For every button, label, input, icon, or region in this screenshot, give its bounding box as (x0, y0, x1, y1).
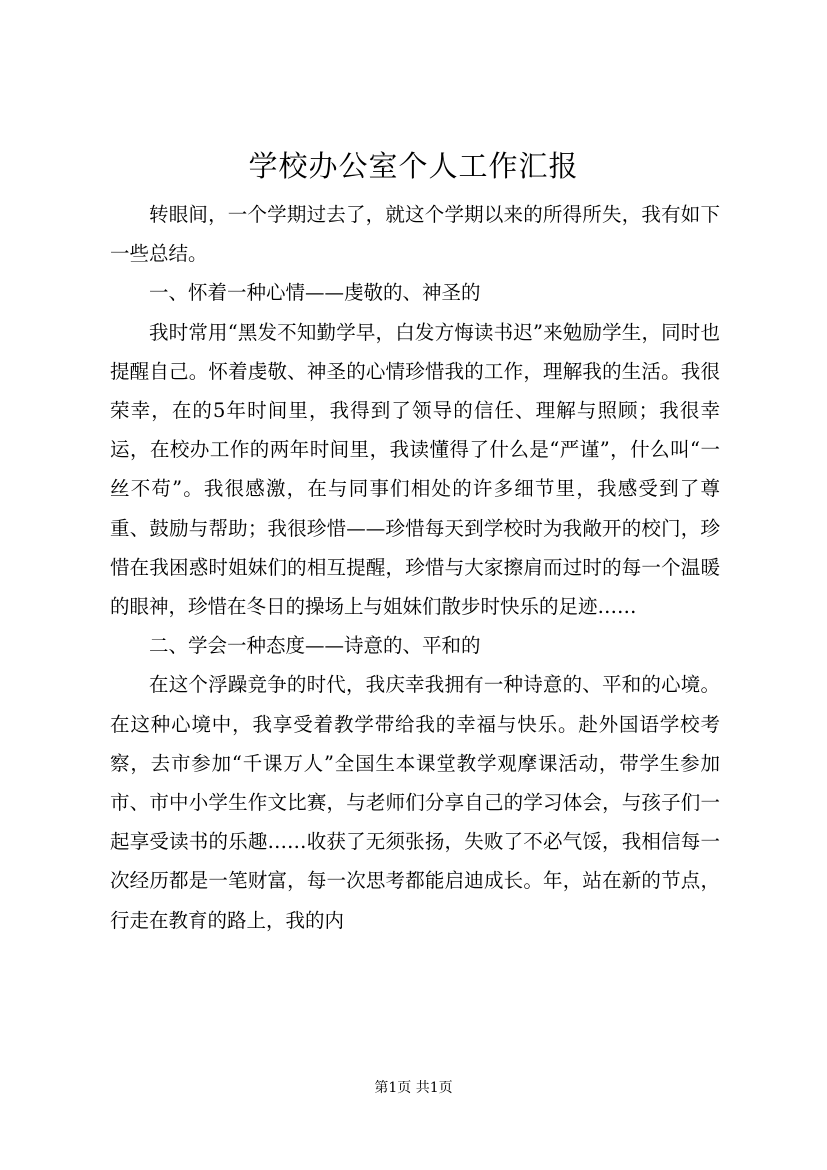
paragraph-section-2: 在这个浮躁竞争的时代，我庆幸我拥有一种诗意的、平和的心境。在这种心境中，我享受着教学带给我的幸福与快乐。赴外国语学校考察，去市参加“千课万人”全国生本课堂教学观摩课活动，带学生参加市、市中小学生作文比赛，与老师们分享自己的学习体会，与孩子们一起享受读书的乐趣……收获了无须张扬，失败了不必气馁，我相信每一次经历都是一笔财富，每一次思考都能启迪成长。年，站在新的节点，行走在教育的路上，我的内 (110, 673, 720, 932)
document-body (110, 195, 720, 940)
paragraph-intro: 转眼间，一个学期过去了，就这个学期以来的所得所失，我有如下一些总结。 (110, 203, 720, 266)
paragraph-section-1: 我时常用“黑发不知勤学早，白发方悔读书迟”来勉励学生，同时也提醒自己。怀着虔敬、神圣的心情珍惜我的工作，理解我的生活。我很荣幸，在的5年时间里，我得到了领导的信任、理解与照顾；我很幸运，在校办工作的两年时间里，我读懂得了什么是“严谨”，什么叫“一丝不苟”。我很感激，在与同事们相处的许多细节里，我感受到了尊重、鼓励与帮助；我很珍惜——珍惜每天到学校时为我敞开的校门，珍惜在我困惑时姐妹们的相互提醒，珍惜与大家擦肩而过时的每一个温暖的眼神，珍惜在冬日的操场上与姐妹们散步时快乐的足迹…… (110, 320, 720, 619)
section-heading-2: 二、学会一种态度——诗意的、平和的 (149, 634, 481, 658)
section-heading-1: 一、怀着一种心情——虔敬的、神圣的 (149, 281, 481, 305)
page-footer: 第1页 共1页 (374, 1080, 453, 1096)
document-title: 学校办公室个人工作汇报 (248, 149, 579, 183)
